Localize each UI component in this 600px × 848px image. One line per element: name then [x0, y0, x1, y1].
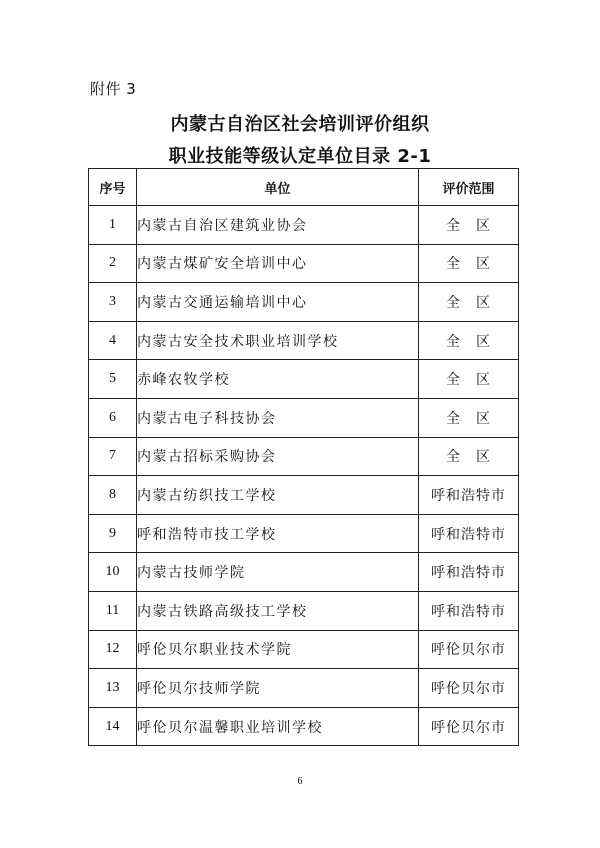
- row-number: 3: [89, 283, 137, 322]
- row-unit-name: 内蒙古自治区建筑业协会: [137, 206, 419, 245]
- row-number: 11: [89, 591, 137, 630]
- row-scope: 呼和浩特市: [419, 514, 519, 553]
- table-row: [89, 669, 519, 708]
- row-unit-name: 内蒙古安全技术职业培训学校: [137, 321, 419, 360]
- table-row: [89, 476, 519, 515]
- table-row: [89, 283, 519, 322]
- row-unit-name: 呼伦贝尔温馨职业培训学校: [137, 707, 419, 746]
- row-unit-name: 内蒙古交通运输培训中心: [137, 283, 419, 322]
- unit-catalog-table: [88, 168, 519, 746]
- row-scope: 呼和浩特市: [419, 476, 519, 515]
- row-unit-name: 内蒙古技师学院: [137, 553, 419, 592]
- row-scope: 呼和浩特市: [419, 553, 519, 592]
- row-number: 9: [89, 514, 137, 553]
- table-row: [89, 360, 519, 399]
- row-scope: 全 区: [419, 360, 519, 399]
- row-unit-name: 内蒙古纺织技工学校: [137, 476, 419, 515]
- row-unit-name: 呼伦贝尔技师学院: [137, 669, 419, 708]
- row-number: 4: [89, 321, 137, 360]
- table-row: [89, 553, 519, 592]
- table-row: [89, 206, 519, 245]
- header-unit: 单位: [137, 169, 419, 206]
- table-row: [89, 630, 519, 669]
- row-number: 14: [89, 707, 137, 746]
- row-scope: 呼伦贝尔市: [419, 630, 519, 669]
- table-row: [89, 321, 519, 360]
- row-unit-name: 内蒙古铁路高级技工学校: [137, 591, 419, 630]
- header-scope: 评价范围: [419, 169, 519, 206]
- row-scope: 呼和浩特市: [419, 591, 519, 630]
- table-header: [89, 169, 519, 206]
- table-body: [89, 206, 519, 746]
- row-scope: 全 区: [419, 437, 519, 476]
- row-number: 7: [89, 437, 137, 476]
- table-row: [89, 514, 519, 553]
- document-title-line1: 内蒙古自治区社会培训评价组织: [170, 114, 430, 135]
- row-scope: 全 区: [419, 244, 519, 283]
- row-scope: 呼伦贝尔市: [419, 669, 519, 708]
- row-number: 10: [89, 553, 137, 592]
- table-row: [89, 707, 519, 746]
- table-row: [89, 591, 519, 630]
- row-unit-name: 内蒙古招标采购协会: [137, 437, 419, 476]
- row-scope: 呼伦贝尔市: [419, 707, 519, 746]
- row-scope: 全 区: [419, 398, 519, 437]
- row-unit-name: 内蒙古电子科技协会: [137, 398, 419, 437]
- table-row: [89, 244, 519, 283]
- row-number: 6: [89, 398, 137, 437]
- row-unit-name: 呼伦贝尔职业技术学院: [137, 630, 419, 669]
- header-no: 序号: [89, 169, 137, 206]
- row-number: 2: [89, 244, 137, 283]
- row-scope: 全 区: [419, 321, 519, 360]
- table-row: [89, 437, 519, 476]
- row-number: 8: [89, 476, 137, 515]
- table-header-row: [89, 169, 519, 206]
- attachment-label: 附件 3: [90, 80, 137, 98]
- row-unit-name: 内蒙古煤矿安全培训中心: [137, 244, 419, 283]
- row-number: 1: [89, 206, 137, 245]
- row-scope: 全 区: [419, 206, 519, 245]
- row-scope: 全 区: [419, 283, 519, 322]
- row-number: 5: [89, 360, 137, 399]
- row-unit-name: 赤峰农牧学校: [137, 360, 419, 399]
- row-number: 12: [89, 630, 137, 669]
- row-number: 13: [89, 669, 137, 708]
- page-number: 6: [297, 776, 303, 787]
- table-row: [89, 398, 519, 437]
- row-unit-name: 呼和浩特市技工学校: [137, 514, 419, 553]
- document-title-line2: 职业技能等级认定单位目录 2-1: [168, 146, 432, 167]
